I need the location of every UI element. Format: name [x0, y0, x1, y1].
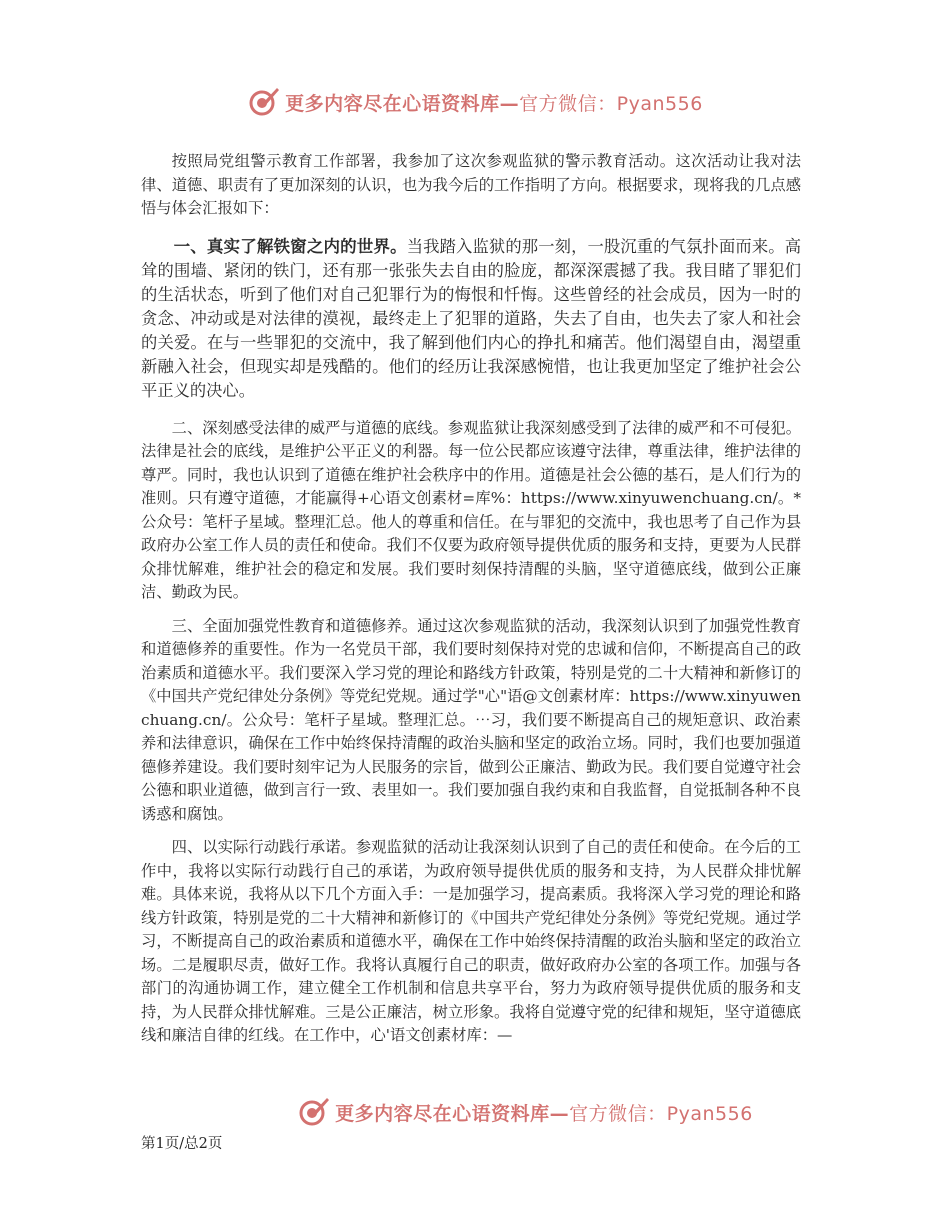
section-3-paragraph: 三、全面加强党性教育和道德修养。通过这次参观监狱的活动，我深刻认识到了加强党性教育和道德修养的重要性。作为一名党员干部，我们要时刻保持对党的忠诚和信仰，不断提高自己的政治素质和道德水平。我们要深入学习党的理论和路线方针政策，特别是党的二十大精神和新修订的《中国共产党纪律处分条例》等党纪党规。通过学"心"语@文创素材库：https://www.xinyuwenchuang.cn/。公众号：笔杆子星域。整理汇总。⋯习，我们要不断提高自己的规矩意识、政治素养和法律意识，确保在工作中始终保持清醒的政治头脑和坚定的政治立场。同时，我们也要加强道德修养建设。我们要时刻牢记为人民服务的宗旨，做到公正廉洁、勤政为民。我们要自觉遵守社会公德和职业道德，做到言行一致、表里如一。我们要加强自我约束和自我监督，自觉抵制各种不良诱惑和腐蚀。 [141, 616, 801, 823]
page-number: 第1页/总2页 [141, 1136, 223, 1152]
header-banner [0, 82, 950, 122]
footer-banner-text: 更多内容尽在心语资料库—官方微信：Pyan556 [335, 1102, 753, 1125]
section-1-paragraph [141, 235, 801, 403]
section-1-text: 当我踏入监狱的那一刻，一股沉重的气氛扑面而来。高耸的围墙、紧闭的铁门，还有那一张张失去自由的脸庞，都深深震撼了我。我目睹了罪犯们的生活状态，听到了他们对自己犯罪行为的悔恨和忏悔。这些曾经的社会成员，因为一时的贪念、冲动或是对法律的漠视，最终走上了犯罪的道路，失去了自由，也失去了家人和社会的关爱。在与一些罪犯的交流中，我了解到他们内心的挣扎和痛苦。他们渴望自由，渴望重新融入社会，但现实却是残酷的。他们的经历让我深感惋惜，也让我更加坚定了维护社会公平正义的决心。 [141, 236, 801, 400]
section-4-paragraph: 四、以实际行动践行承诺。参观监狱的活动让我深刻认识到了自己的责任和使命。在今后的工作中，我将以实际行动践行自己的承诺，为政府领导提供优质的服务和支持，为人民群众排忧解难。具体来说，我将从以下几个方面入手：一是加强学习，提高素质。我将深入学习党的理论和路线方针政策，特别是党的二十大精神和新修订的《中国共产党纪律处分条例》等党纪党规。通过学习，不断提高自己的政治素质和道德水平，确保在工作中始终保持清醒的政治头脑和坚定的政治立场。二是履职尽责，做好工作。我将认真履行自己的职责，做好政府办公室的各项工作。加强与各部门的沟通协调工作，建立健全工作机制和信息共享平台，努力为政府领导提供优质的服务和支持，为人民群众排忧解难。三是公正廉洁，树立形象。我将自觉遵守党的纪律和规矩，坚守道德底线和廉洁自律的红线。在工作中，心'语文创素材库：— [141, 838, 801, 1044]
document-body [141, 150, 801, 1058]
section-1-heading: 一、真实了解铁窗之内的世界。 [173, 236, 407, 256]
footer-banner [0, 1092, 950, 1132]
header-banner-text: 更多内容尽在心语资料库—官方微信：Pyan556 [285, 92, 703, 115]
quill-logo-icon [247, 85, 281, 119]
intro-paragraph: 按照局党组警示教育工作部署，我参加了这次参观监狱的警示教育活动。这次活动让我对法律、道德、职责有了更加深刻的认识，也为我今后的工作指明了方向。根据要求，现将我的几点感悟与体会汇报如下： [141, 152, 801, 217]
quill-logo-icon [297, 1095, 331, 1129]
section-2-paragraph: 二、深刻感受法律的威严与道德的底线。参观监狱让我深刻感受到了法律的威严和不可侵犯。法律是社会的底线，是维护公平正义的利器。每一位公民都应该遵守法律，尊重法律，维护法律的尊严。同时，我也认识到了道德在维护社会秩序中的作用。道德是社会公德的基石，是人们行为的准则。只有遵守道德，才能赢得+心语文创素材=库%：https://www.xinyuwenchuang.cn/。*公众号：笔杆子星域。整理汇总。他人的尊重和信任。在与罪犯的交流中，我也思考了自己作为县政府办公室工作人员的责任和使命。我们不仅要为政府领导提供优质的服务和支持，更要为人民群众排忧解难，维护社会的稳定和发展。我们要时刻保持清醒的头脑，坚守道德底线，做到公正廉洁、勤政为民。 [141, 418, 801, 601]
